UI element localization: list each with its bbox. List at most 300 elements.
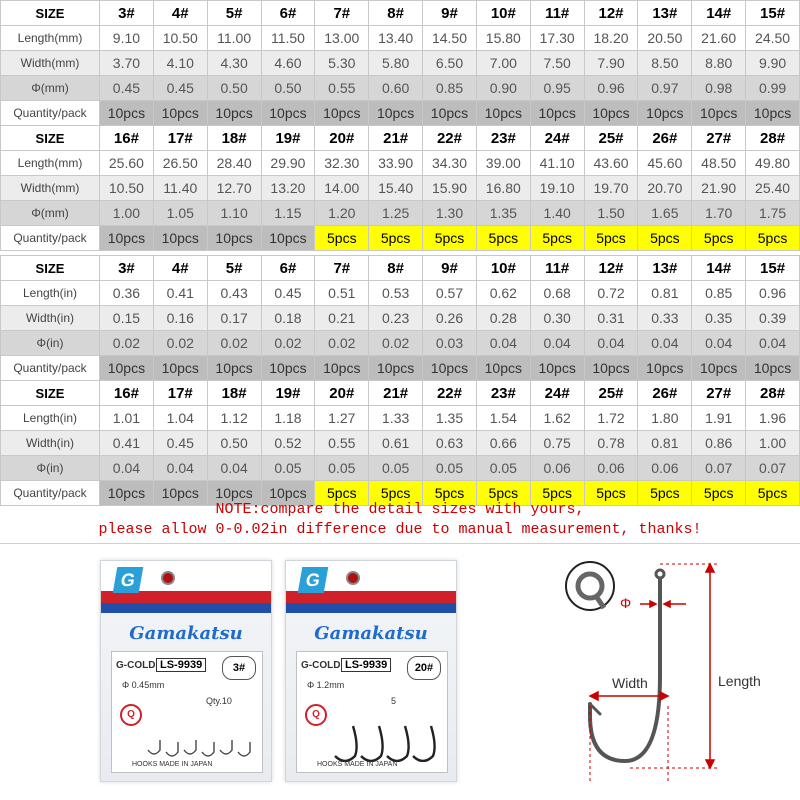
table-cell: 0.96 [584, 76, 638, 101]
table-cell: 5pcs [638, 226, 692, 251]
table-cell: 6.50 [423, 51, 477, 76]
table-cell: 5pcs [369, 481, 423, 506]
table-cell: 10pcs [638, 101, 692, 126]
size-cell: 9# [423, 1, 477, 26]
section-divider [0, 543, 800, 544]
table-cell: 1.15 [261, 201, 315, 226]
table-cell: 0.28 [476, 306, 530, 331]
table-cell: 5pcs [746, 226, 800, 251]
table-cell: 11.00 [207, 26, 261, 51]
table-cell: 9.10 [100, 26, 154, 51]
table-cell: 0.16 [153, 306, 207, 331]
package-model: LS-9939 [341, 658, 391, 672]
size-cell: 27# [692, 126, 746, 151]
table-cell: 1.20 [315, 201, 369, 226]
hook-package-large [285, 560, 457, 782]
table-cell: 10pcs [423, 101, 477, 126]
table-cell: 0.45 [261, 281, 315, 306]
row-label: Width(mm) [1, 176, 100, 201]
table-cell: 1.50 [584, 201, 638, 226]
size-cell: 8# [369, 256, 423, 281]
table-cell: 0.36 [100, 281, 154, 306]
row-label: Φ(mm) [1, 76, 100, 101]
table-cell: 4.10 [153, 51, 207, 76]
table-cell: 29.90 [261, 151, 315, 176]
size-cell: 18# [207, 381, 261, 406]
table-cell: 0.99 [746, 76, 800, 101]
table-cell: 0.02 [100, 331, 154, 356]
table-cell: 0.60 [369, 76, 423, 101]
row-label: Quantity/pack [1, 356, 100, 381]
package-quantity: 5 [391, 696, 397, 706]
table-cell: 0.04 [153, 456, 207, 481]
table-cell: 28.40 [207, 151, 261, 176]
table-cell: 0.04 [207, 456, 261, 481]
table-cell: 15.40 [369, 176, 423, 201]
size-label: SIZE [1, 381, 100, 406]
size-cell: 10# [476, 256, 530, 281]
table-cell: 7.50 [530, 51, 584, 76]
note-line-1: NOTE:compare the detail sizes with yours, [215, 501, 585, 518]
table-cell: 1.33 [369, 406, 423, 431]
metric-size-table [0, 0, 800, 251]
table-row [1, 26, 800, 51]
table-cell: 0.06 [530, 456, 584, 481]
table-cell: 0.97 [638, 76, 692, 101]
table-cell: 0.85 [692, 281, 746, 306]
table-cell: 10pcs [746, 101, 800, 126]
package-size: 20# [407, 656, 441, 680]
brand-logo-icon: G [113, 567, 144, 593]
table-cell: 8.80 [692, 51, 746, 76]
table-cell: 0.90 [476, 76, 530, 101]
table-cell: 1.00 [100, 201, 154, 226]
table-cell: 0.26 [423, 306, 477, 331]
table-cell: 21.90 [692, 176, 746, 201]
table-cell: 10pcs [153, 356, 207, 381]
table-cell: 1.01 [100, 406, 154, 431]
quality-badge-icon: Q [305, 704, 327, 726]
hanger-hole-icon [346, 571, 360, 585]
table-cell: 48.50 [692, 151, 746, 176]
table-cell: 49.80 [746, 151, 800, 176]
size-cell: 23# [476, 381, 530, 406]
table-cell: 5pcs [746, 481, 800, 506]
table-row [1, 101, 800, 126]
package-series: G-COLD [116, 660, 156, 671]
table-cell: 10pcs [315, 101, 369, 126]
table-cell: 0.41 [153, 281, 207, 306]
table-cell: 10pcs [530, 101, 584, 126]
table-cell: 10.50 [153, 26, 207, 51]
table-cell: 1.05 [153, 201, 207, 226]
table-cell: 4.30 [207, 51, 261, 76]
table-cell: 0.02 [207, 331, 261, 356]
table-cell: 5pcs [315, 481, 369, 506]
table-cell: 0.02 [153, 331, 207, 356]
hook-dimension-diagram [560, 556, 790, 786]
table-cell: 43.60 [584, 151, 638, 176]
size-label: SIZE [1, 126, 100, 151]
table-cell: 10pcs [100, 481, 154, 506]
table-cell: 10pcs [692, 101, 746, 126]
size-cell: 5# [207, 1, 261, 26]
row-label: Quantity/pack [1, 226, 100, 251]
table-cell: 19.70 [584, 176, 638, 201]
package-blue-stripe [101, 603, 271, 613]
table-cell: 0.05 [423, 456, 477, 481]
large-hooks-icon [323, 712, 443, 762]
table-cell: 5pcs [476, 481, 530, 506]
size-cell: 22# [423, 126, 477, 151]
row-label: Length(in) [1, 281, 100, 306]
table-cell: 0.62 [476, 281, 530, 306]
table-cell: 0.86 [692, 431, 746, 456]
size-cell: 28# [746, 126, 800, 151]
package-series: G-COLD [301, 660, 341, 671]
table-cell: 0.06 [584, 456, 638, 481]
table-row [1, 331, 800, 356]
table-cell: 10pcs [261, 226, 315, 251]
table-cell: 0.03 [423, 331, 477, 356]
table-cell: 14.50 [423, 26, 477, 51]
table-cell: 1.80 [638, 406, 692, 431]
table-cell: 5pcs [423, 481, 477, 506]
size-cell: 4# [153, 1, 207, 26]
size-cell: 5# [207, 256, 261, 281]
size-cell: 6# [261, 1, 315, 26]
table-row [1, 76, 800, 101]
table-cell: 0.05 [261, 456, 315, 481]
size-cell: 14# [692, 1, 746, 26]
table-cell: 39.00 [476, 151, 530, 176]
table-cell: 5pcs [584, 226, 638, 251]
table-cell: 1.18 [261, 406, 315, 431]
table-cell: 7.00 [476, 51, 530, 76]
table-cell: 10pcs [423, 356, 477, 381]
table-cell: 1.70 [692, 201, 746, 226]
size-cell: 17# [153, 126, 207, 151]
table-cell: 10pcs [261, 481, 315, 506]
table-cell: 0.96 [746, 281, 800, 306]
table-cell: 10pcs [584, 356, 638, 381]
size-cell: 16# [100, 126, 154, 151]
size-cell: 23# [476, 126, 530, 151]
table-cell: 1.10 [207, 201, 261, 226]
table-cell: 0.30 [530, 306, 584, 331]
table-cell: 20.70 [638, 176, 692, 201]
size-cell: 21# [369, 126, 423, 151]
row-label: Width(in) [1, 431, 100, 456]
table-cell: 10pcs [153, 226, 207, 251]
hanger-hole-icon [161, 571, 175, 585]
size-cell: 4# [153, 256, 207, 281]
table-cell: 0.50 [207, 431, 261, 456]
table-cell: 0.41 [100, 431, 154, 456]
table-row [1, 431, 800, 456]
quality-badge-icon: Q [120, 704, 142, 726]
table-cell: 1.35 [423, 406, 477, 431]
table-cell: 1.65 [638, 201, 692, 226]
size-cell: 24# [530, 126, 584, 151]
brand-name: Gamakatsu [314, 623, 428, 644]
package-model: LS-9939 [156, 658, 206, 672]
note-line-2: please allow 0-0.02in difference due to manual measurement, thanks! [98, 521, 702, 538]
size-cell: 8# [369, 1, 423, 26]
package-quantity: Qty.10 [206, 696, 232, 706]
size-label: SIZE [1, 1, 100, 26]
row-label: Φ(in) [1, 456, 100, 481]
table-cell: 3.70 [100, 51, 154, 76]
table-cell: 14.00 [315, 176, 369, 201]
table-cell: 1.91 [692, 406, 746, 431]
table-cell: 0.17 [207, 306, 261, 331]
table-cell: 1.27 [315, 406, 369, 431]
table-cell: 0.45 [153, 431, 207, 456]
table-cell: 5pcs [530, 481, 584, 506]
size-cell: 13# [638, 256, 692, 281]
package-size: 3# [222, 656, 256, 680]
table-cell: 0.53 [369, 281, 423, 306]
size-cell: 22# [423, 381, 477, 406]
table-cell: 16.80 [476, 176, 530, 201]
table-cell: 41.10 [530, 151, 584, 176]
table-cell: 0.04 [638, 331, 692, 356]
table-cell: 0.66 [476, 431, 530, 456]
table-cell: 26.50 [153, 151, 207, 176]
row-label: Φ(in) [1, 331, 100, 356]
table-cell: 0.07 [746, 456, 800, 481]
table-cell: 9.90 [746, 51, 800, 76]
package-diameter: Φ 1.2mm [307, 680, 345, 690]
table-cell: 10pcs [315, 356, 369, 381]
table-cell: 10pcs [153, 101, 207, 126]
table-cell: 10pcs [746, 356, 800, 381]
table-cell: 0.81 [638, 281, 692, 306]
size-cell: 13# [638, 1, 692, 26]
table-cell: 10pcs [692, 356, 746, 381]
size-cell: 6# [261, 256, 315, 281]
width-label: Width [612, 675, 648, 691]
package-made-in: HOOKS MADE IN JAPAN [132, 761, 213, 768]
table-cell: 5pcs [638, 481, 692, 506]
table-cell: 5.30 [315, 51, 369, 76]
table-cell: 10pcs [369, 101, 423, 126]
table-cell: 33.90 [369, 151, 423, 176]
brand-name: Gamakatsu [129, 623, 243, 644]
table-row [1, 51, 800, 76]
table-cell: 0.78 [584, 431, 638, 456]
size-cell: 17# [153, 381, 207, 406]
table-cell: 13.40 [369, 26, 423, 51]
table-cell: 1.75 [746, 201, 800, 226]
size-cell: 18# [207, 126, 261, 151]
table-row [1, 356, 800, 381]
table-cell: 10.50 [100, 176, 154, 201]
table-cell: 11.50 [261, 26, 315, 51]
table-cell: 0.35 [692, 306, 746, 331]
length-label: Length [718, 673, 761, 689]
table-cell: 7.90 [584, 51, 638, 76]
size-header-row [1, 381, 800, 406]
size-cell: 3# [100, 1, 154, 26]
size-cell: 16# [100, 381, 154, 406]
size-header-row [1, 256, 800, 281]
row-label: Length(mm) [1, 26, 100, 51]
table-cell: 0.02 [315, 331, 369, 356]
table-cell: 1.25 [369, 201, 423, 226]
table-cell: 1.62 [530, 406, 584, 431]
table-cell: 5pcs [692, 481, 746, 506]
table-cell: 5pcs [369, 226, 423, 251]
table-cell: 0.05 [476, 456, 530, 481]
table-cell: 0.04 [476, 331, 530, 356]
table-row [1, 456, 800, 481]
table-cell: 0.51 [315, 281, 369, 306]
table-cell: 0.45 [153, 76, 207, 101]
table-cell: 0.04 [692, 331, 746, 356]
table-cell: 0.02 [261, 331, 315, 356]
table-cell: 4.60 [261, 51, 315, 76]
table-cell: 0.05 [315, 456, 369, 481]
table-cell: 13.20 [261, 176, 315, 201]
table-cell: 0.23 [369, 306, 423, 331]
table-cell: 10pcs [476, 101, 530, 126]
table-cell: 12.70 [207, 176, 261, 201]
table-cell: 1.35 [476, 201, 530, 226]
size-cell: 7# [315, 256, 369, 281]
imperial-size-table [0, 255, 800, 506]
table-cell: 0.55 [315, 431, 369, 456]
row-label: Quantity/pack [1, 481, 100, 506]
table-cell: 10pcs [100, 356, 154, 381]
table-cell: 0.75 [530, 431, 584, 456]
table-cell: 0.61 [369, 431, 423, 456]
size-cell: 9# [423, 256, 477, 281]
table-cell: 11.40 [153, 176, 207, 201]
table-cell: 0.02 [369, 331, 423, 356]
table-cell: 1.00 [746, 431, 800, 456]
table-cell: 0.04 [100, 456, 154, 481]
table-cell: 0.63 [423, 431, 477, 456]
table-cell: 1.54 [476, 406, 530, 431]
table-cell: 0.31 [584, 306, 638, 331]
size-cell: 19# [261, 381, 315, 406]
size-cell: 15# [746, 256, 800, 281]
small-hooks-icon [138, 712, 258, 762]
table-row [1, 226, 800, 251]
size-cell: 3# [100, 256, 154, 281]
table-cell: 10pcs [476, 356, 530, 381]
table-cell: 0.81 [638, 431, 692, 456]
table-cell: 10pcs [207, 481, 261, 506]
package-made-in: HOOKS MADE IN JAPAN [317, 761, 398, 768]
table-cell: 0.21 [315, 306, 369, 331]
table-cell: 0.33 [638, 306, 692, 331]
phi-label: Φ [620, 595, 632, 611]
size-cell: 10# [476, 1, 530, 26]
table-cell: 13.00 [315, 26, 369, 51]
table-cell: 19.10 [530, 176, 584, 201]
size-header-row [1, 126, 800, 151]
table-cell: 0.05 [369, 456, 423, 481]
table-cell: 10pcs [261, 356, 315, 381]
table-cell: 5pcs [692, 226, 746, 251]
size-cell: 27# [692, 381, 746, 406]
size-cell: 15# [746, 1, 800, 26]
table-cell: 0.68 [530, 281, 584, 306]
table-cell: 0.06 [638, 456, 692, 481]
table-row [1, 281, 800, 306]
table-cell: 24.50 [746, 26, 800, 51]
table-cell: 10pcs [153, 481, 207, 506]
table-cell: 0.72 [584, 281, 638, 306]
table-cell: 5pcs [423, 226, 477, 251]
table-cell: 15.90 [423, 176, 477, 201]
measurement-note [0, 500, 800, 540]
table-row [1, 406, 800, 431]
table-cell: 5pcs [476, 226, 530, 251]
table-cell: 0.18 [261, 306, 315, 331]
table-cell: 1.12 [207, 406, 261, 431]
table-cell: 10pcs [100, 226, 154, 251]
size-cell: 26# [638, 126, 692, 151]
package-card [111, 651, 263, 773]
table-cell: 1.72 [584, 406, 638, 431]
row-label: Length(in) [1, 406, 100, 431]
table-cell: 10pcs [207, 101, 261, 126]
table-cell: 1.04 [153, 406, 207, 431]
table-cell: 10pcs [530, 356, 584, 381]
table-cell: 0.04 [530, 331, 584, 356]
size-cell: 25# [584, 381, 638, 406]
size-cell: 7# [315, 1, 369, 26]
table-row [1, 201, 800, 226]
table-cell: 25.40 [746, 176, 800, 201]
size-cell: 11# [530, 256, 584, 281]
package-blue-stripe [286, 603, 456, 613]
table-cell: 0.98 [692, 76, 746, 101]
table-cell: 0.55 [315, 76, 369, 101]
table-cell: 0.43 [207, 281, 261, 306]
size-cell: 28# [746, 381, 800, 406]
table-cell: 18.20 [584, 26, 638, 51]
table-cell: 0.39 [746, 306, 800, 331]
hook-package-small [100, 560, 272, 782]
table-cell: 20.50 [638, 26, 692, 51]
size-cell: 20# [315, 126, 369, 151]
table-cell: 0.04 [584, 331, 638, 356]
table-cell: 10pcs [638, 356, 692, 381]
table-row [1, 176, 800, 201]
table-cell: 0.07 [692, 456, 746, 481]
row-label: Width(in) [1, 306, 100, 331]
table-cell: 21.60 [692, 26, 746, 51]
table-cell: 0.04 [746, 331, 800, 356]
table-cell: 15.80 [476, 26, 530, 51]
table-cell: 0.45 [100, 76, 154, 101]
table-row [1, 306, 800, 331]
size-cell: 11# [530, 1, 584, 26]
table-cell: 10pcs [207, 356, 261, 381]
table-cell: 0.50 [207, 76, 261, 101]
table-cell: 10pcs [261, 101, 315, 126]
brand-logo-icon: G [298, 567, 329, 593]
size-header-row [1, 1, 800, 26]
table-cell: 0.50 [261, 76, 315, 101]
table-row [1, 151, 800, 176]
table-cell: 10pcs [584, 101, 638, 126]
